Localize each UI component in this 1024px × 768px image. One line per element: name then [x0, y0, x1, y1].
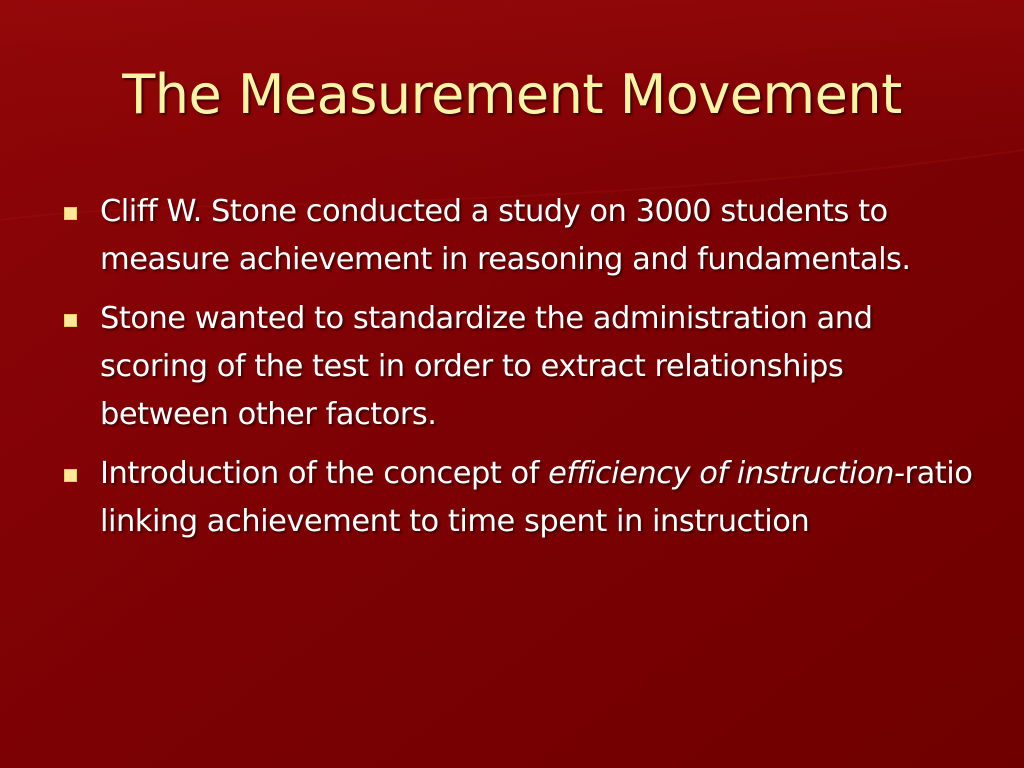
- bullet-item-standardize: [0, 295, 1024, 439]
- bullet-text: Cliff W. Stone conducted a study on 3000 students to measure achievement in reasoning and fundamentals.: [100, 194, 911, 277]
- bullet-item-stone-study: [0, 188, 1024, 284]
- square-bullet-icon: [64, 469, 77, 482]
- bullet-list: [0, 188, 1024, 557]
- bullet-text-tail: ratio linking achievement to time spent in instruction: [100, 456, 973, 539]
- bullet-item-efficiency: [0, 450, 1024, 546]
- emphasized-term: efficiency of instruction-: [548, 456, 905, 491]
- bullet-text: Stone wanted to standardize the administration and scoring of the test in order to extract relationships between other factors.: [100, 301, 873, 432]
- bullet-text: [100, 450, 974, 546]
- bullet-text-lead: Introduction of the concept of: [100, 456, 549, 491]
- square-bullet-icon: [64, 207, 77, 220]
- slide-title: The Measurement Movement: [122, 63, 902, 126]
- square-bullet-icon: [64, 314, 77, 327]
